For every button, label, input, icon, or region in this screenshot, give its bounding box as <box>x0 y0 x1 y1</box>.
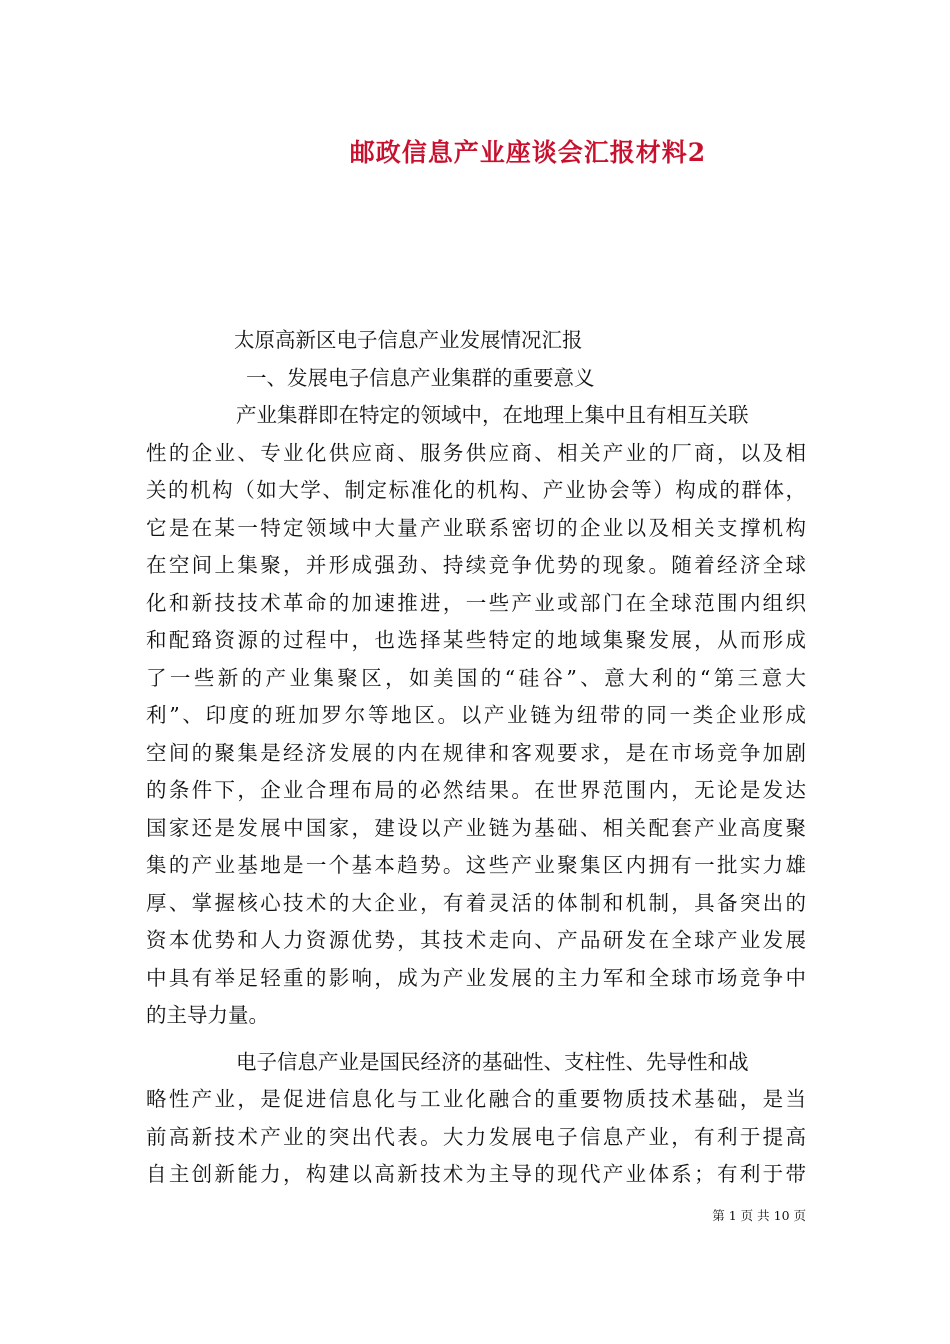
paragraph-line: 厚、掌握核心技术的大企业，有着灵活的体制和机制，具备突出的 <box>146 890 806 915</box>
paragraph-line: 国家还是发展中国家，建设以产业链为基础、相关配套产业高度聚 <box>146 815 806 840</box>
paragraph-line: 了一些新的产业集聚区，如美国的“硅谷”、意大利的“第三意大 <box>146 665 806 690</box>
report-subtitle: 太原高新区电子信息产业发展情况汇报 <box>234 328 583 352</box>
paragraph-line: 略性产业，是促进信息化与工业化融合的重要物质技术基础，是当 <box>146 1087 806 1111</box>
document-title: 邮政信息产业座谈会汇报材料2 <box>349 138 707 167</box>
section-heading: 一、发展电子信息产业集群的重要意义 <box>246 365 595 390</box>
paragraph-line: 中具有举足轻重的影响，成为产业发展的主力军和全球市场竞争中 <box>146 965 806 990</box>
paragraph-line: 利”、印度的班加罗尔等地区。以产业链为纽带的同一类企业形成 <box>146 703 806 727</box>
paragraph-line: 前高新技术产业的突出代表。大力发展电子信息产业，有利于提高 <box>146 1124 806 1149</box>
paragraph-line: 集的产业基地是一个基本趋势。这些产业聚集区内拥有一批实力雄 <box>146 853 806 877</box>
paragraph-line: 空间的聚集是经济发展的内在规律和客观要求，是在市场竞争加剧 <box>146 740 806 765</box>
paragraph-line: 化和新技技术革命的加速推进，一些产业或部门在全球范围内组织 <box>146 590 806 615</box>
paragraph-2 <box>146 1044 806 1194</box>
page-number-footer: 第 1 页 共 10 页 <box>712 1208 806 1223</box>
paragraph-line: 自主创新能力，构建以高新技术为主导的现代产业体系；有利于带 <box>146 1162 806 1186</box>
paragraph-line: 的主导力量。 <box>146 1003 269 1027</box>
paragraph-line: 和配臵资源的过程中，也选择某些特定的地域集聚发展，从而形成 <box>146 628 806 652</box>
paragraph-line: 性的企业、专业化供应商、服务供应商、相关产业的厂商，以及相 <box>146 440 806 465</box>
paragraph-1 <box>146 397 806 1035</box>
paragraph-line: 在空间上集聚，并形成强劲、持续竞争优势的现象。随着经济全球 <box>146 553 806 577</box>
paragraph-line: 它是在某一特定领域中大量产业联系密切的企业以及相关支撑机构 <box>146 515 806 540</box>
paragraph-line: 产业集群即在特定的领域中，在地理上集中且有相互关联 <box>236 403 749 427</box>
paragraph-line: 的条件下，企业合理布局的必然结果。在世界范围内，无论是发达 <box>146 778 806 802</box>
paragraph-line: 电子信息产业是国民经济的基础性、支柱性、先导性和战 <box>236 1049 749 1074</box>
paragraph-line: 资本优势和人力资源优势，其技术走向、产品研发在全球产业发展 <box>146 928 806 952</box>
paragraph-line: 关的机构（如大学、制定标准化的机构、产业协会等）构成的群体， <box>146 478 806 502</box>
document-body <box>146 322 806 1194</box>
